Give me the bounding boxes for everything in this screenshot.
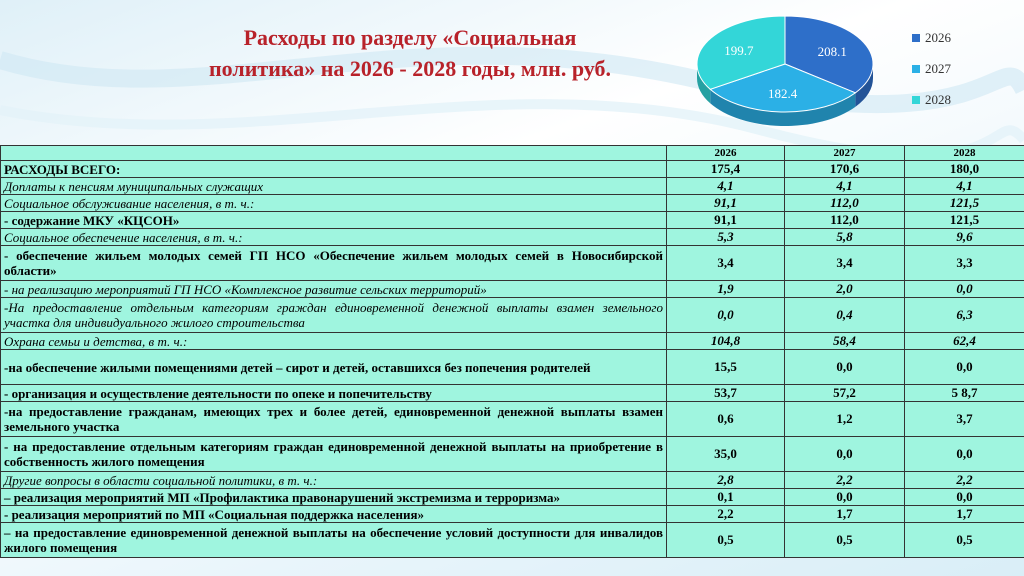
value-2027: 0,0 [785, 350, 905, 385]
table-row [1, 472, 1024, 489]
value-2028: 0,0 [905, 437, 1024, 472]
value-2028: 0,0 [905, 489, 1024, 506]
row-label: -На предоставление отдельным категориям граждан единовременной денежной выплаты взамен земельного участка для индивидуального жилого строительства [1, 298, 667, 333]
table-row [1, 229, 1024, 246]
value-2028: 180,0 [905, 161, 1024, 178]
value-2028: 0,0 [905, 281, 1024, 298]
row-label: - на реализацию мероприятий ГП НСО «Комплексное развитие сельских территорий» [1, 281, 667, 298]
value-2028: 4,1 [905, 178, 1024, 195]
legend-item-2027 [912, 53, 951, 84]
value-2028: 121,5 [905, 212, 1024, 229]
value-2027: 0,0 [785, 489, 905, 506]
legend-swatch [912, 34, 920, 42]
table-row [1, 506, 1024, 523]
value-2027: 112,0 [785, 212, 905, 229]
value-2028: 5 8,7 [905, 385, 1024, 402]
value-2028: 62,4 [905, 333, 1024, 350]
legend-label: 2028 [925, 91, 951, 107]
table-row [1, 333, 1024, 350]
value-2027: 1,2 [785, 402, 905, 437]
value-2026: 0,0 [667, 298, 785, 333]
chart-legend [912, 22, 951, 115]
value-2028: 2,2 [905, 472, 1024, 489]
table-header-row [1, 146, 1024, 161]
value-2028: 3,7 [905, 402, 1024, 437]
value-2027: 4,1 [785, 178, 905, 195]
row-label: - реализация мероприятий по МП «Социальная поддержка населения» [1, 506, 667, 523]
value-2026: 0,1 [667, 489, 785, 506]
value-2026: 91,1 [667, 195, 785, 212]
value-2026: 175,4 [667, 161, 785, 178]
value-2026: 91,1 [667, 212, 785, 229]
value-2026: 2,2 [667, 506, 785, 523]
header-cell-2026: 2026 [667, 146, 785, 161]
expenses-table-container [0, 145, 1024, 558]
value-2026: 53,7 [667, 385, 785, 402]
row-label: Доплаты к пенсиям муниципальных служащих [1, 178, 667, 195]
value-2028: 6,3 [905, 298, 1024, 333]
table-row [1, 246, 1024, 281]
value-2026: 0,5 [667, 523, 785, 558]
row-label: - содержание МКУ «КЦСОН» [1, 212, 667, 229]
row-label: -на предоставление гражданам, имеющих трех и более детей, единовременной денежной выплаты взамен земельного участка [1, 402, 667, 437]
table-row [1, 161, 1024, 178]
row-label: Социальное обеспечение населения, в т. ч.: [1, 229, 667, 246]
value-2027: 0,5 [785, 523, 905, 558]
legend-item-2028 [912, 84, 951, 115]
table-row [1, 212, 1024, 229]
header-cell-2028: 2028 [905, 146, 1024, 161]
legend-label: 2027 [925, 60, 951, 76]
row-label: Охрана семьи и детства, в т. ч.: [1, 333, 667, 350]
value-2027: 3,4 [785, 246, 905, 281]
value-2028: 0,5 [905, 523, 1024, 558]
row-label: – реализация мероприятий МП «Профилактика правонарушений экстремизма и терроризма» [1, 489, 667, 506]
value-2027: 112,0 [785, 195, 905, 212]
value-2027: 57,2 [785, 385, 905, 402]
value-2028: 121,5 [905, 195, 1024, 212]
table-row [1, 195, 1024, 212]
legend-label: 2026 [925, 29, 951, 45]
row-label: Другие вопросы в области социальной политики, в т. ч.: [1, 472, 667, 489]
table-row [1, 178, 1024, 195]
value-2027: 0,4 [785, 298, 905, 333]
row-label: - организация и осуществление деятельности по опеке и попечительству [1, 385, 667, 402]
table-row [1, 298, 1024, 333]
table-row [1, 385, 1024, 402]
value-2026: 5,3 [667, 229, 785, 246]
value-2026: 0,6 [667, 402, 785, 437]
value-2028: 0,0 [905, 350, 1024, 385]
row-label: РАСХОДЫ ВСЕГО: [1, 161, 667, 178]
value-2027: 2,2 [785, 472, 905, 489]
row-label: Социальное обслуживание населения, в т. ч.: [1, 195, 667, 212]
value-2027: 58,4 [785, 333, 905, 350]
pie-value-label: 199.7 [724, 42, 754, 58]
table-row [1, 489, 1024, 506]
pie-value-label: 182.4 [768, 85, 798, 101]
value-2028: 9,6 [905, 229, 1024, 246]
value-2026: 2,8 [667, 472, 785, 489]
header-cell-label [1, 146, 667, 161]
table-row [1, 523, 1024, 558]
pie-chart [690, 8, 890, 138]
value-2026: 35,0 [667, 437, 785, 472]
table-row [1, 402, 1024, 437]
row-label: – на предоставление единовременной денежной выплаты на обеспечение условий доступности для инвалидов жилого помещения [1, 523, 667, 558]
legend-swatch [912, 65, 920, 73]
value-2027: 170,6 [785, 161, 905, 178]
value-2027: 2,0 [785, 281, 905, 298]
legend-swatch [912, 96, 920, 104]
value-2027: 1,7 [785, 506, 905, 523]
legend-item-2026 [912, 22, 951, 53]
value-2027: 5,8 [785, 229, 905, 246]
page-title: Расходы по разделу «Социальная политика» на 2026 - 2028 годы, млн. руб. [208, 25, 611, 81]
value-2026: 3,4 [667, 246, 785, 281]
value-2028: 3,3 [905, 246, 1024, 281]
expenses-table [0, 145, 1024, 558]
value-2026: 104,8 [667, 333, 785, 350]
value-2026: 1,9 [667, 281, 785, 298]
pie-value-label: 208.1 [817, 44, 847, 60]
table-row [1, 281, 1024, 298]
value-2027: 0,0 [785, 437, 905, 472]
table-row [1, 350, 1024, 385]
header-cell-2027: 2027 [785, 146, 905, 161]
value-2026: 15,5 [667, 350, 785, 385]
table-row [1, 437, 1024, 472]
row-label: - обеспечение жильем молодых семей ГП НСО «Обеспечение жильем молодых семей в Новосибирской области» [1, 246, 667, 281]
row-label: - на предоставление отдельным категориям граждан единовременной денежной выплаты на приобретение в собственность жилого помещения [1, 437, 667, 472]
row-label: -на обеспечение жилыми помещениями детей – сирот и детей, оставшихся без попечения родителей [1, 350, 667, 385]
value-2026: 4,1 [667, 178, 785, 195]
value-2028: 1,7 [905, 506, 1024, 523]
